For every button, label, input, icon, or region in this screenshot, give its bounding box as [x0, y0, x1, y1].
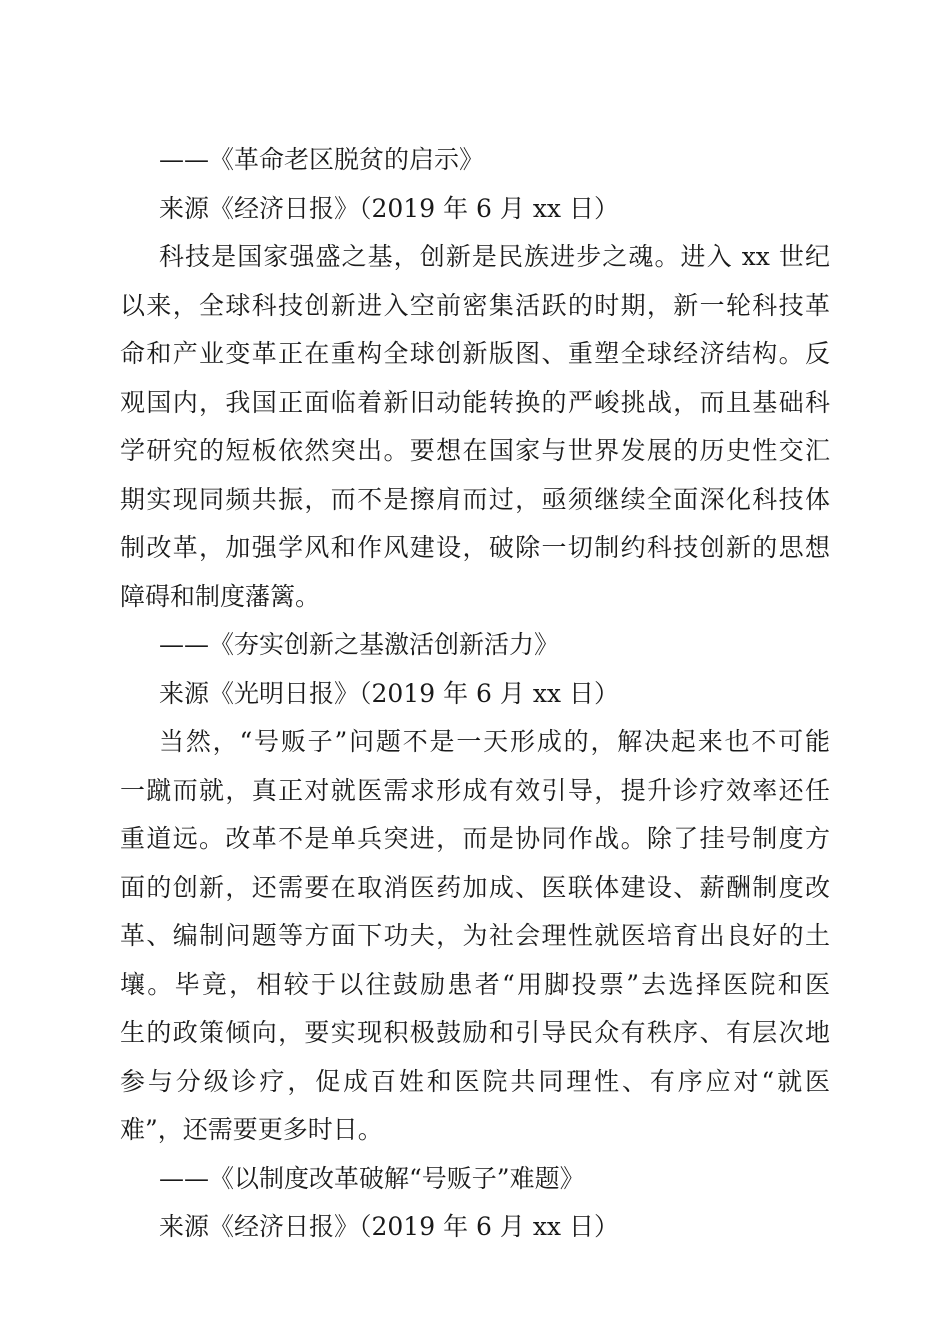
paragraph-line: 革、编制问题等方面下功夫，为社会理性就医培育出良好的土: [120, 921, 830, 950]
citation-title: ——《以制度改革破解“号贩子”难题》: [159, 1163, 585, 1193]
citation-title: ——《夯实创新之基激活创新活力》: [159, 630, 560, 659]
citation-block: [120, 621, 830, 718]
paragraph-line: 以来，全球科技创新进入空前密集活跃的时期，新一轮科技革: [120, 290, 830, 320]
paragraph-line: 制改革，加强学风和作风建设，破除一切制约科技创新的思想: [120, 533, 830, 562]
paragraph-line: 生的政策倾向，要实现积极鼓励和引导民众有秩序、有层次地: [120, 1018, 830, 1047]
paragraph-line: 障碍和制度藩篱。: [120, 581, 321, 611]
citation-source: 来源《经济日报》（2019 年 6 月 xx 日）: [159, 193, 619, 223]
paragraph-line: 观国内，我国正面临着新旧动能转换的严峻挑战，而且基础科: [120, 387, 830, 417]
paragraph-line: 面的创新，还需要在取消医药加成、医联体建设、薪酬制度改: [120, 872, 830, 902]
citation-block: [120, 1155, 830, 1252]
paragraph-line: 参与分级诊疗，促成百姓和医院共同理性、有序应对“就医: [120, 1066, 830, 1096]
paragraph-line: 难”，还需要更多时日。: [120, 1115, 383, 1144]
paragraph-line: 壤。毕竟，相较于以往鼓励患者“用脚投票”去选择医院和医: [120, 969, 830, 999]
document-body: [120, 136, 830, 1252]
paragraph: [120, 233, 830, 621]
paragraph-line: 重道远。改革不是单兵突进，而是协同作战。除了挂号制度方: [120, 824, 830, 853]
citation-block: [120, 136, 830, 233]
paragraph: [120, 718, 830, 1155]
citation-source: 来源《光明日报》（2019 年 6 月 xx 日）: [159, 678, 619, 708]
paragraph-line: 学研究的短板依然突出。要想在国家与世界发展的历史性交汇: [120, 436, 830, 465]
citation-title: ——《革命老区脱贫的启示》: [159, 145, 485, 174]
paragraph-line: 期实现同频共振，而不是擦肩而过，亟须继续全面深化科技体: [120, 484, 830, 514]
paragraph-line: 当然，“号贩子”问题不是一天形成的，解决起来也不可能: [159, 727, 830, 756]
citation-source: 来源《经济日报》（2019 年 6 月 xx 日）: [159, 1212, 619, 1241]
paragraph-line: 科技是国家强盛之基，创新是民族进步之魂。进入 xx 世纪: [159, 242, 830, 271]
paragraph-line: 一蹴而就，真正对就医需求形成有效引导，提升诊疗效率还任: [120, 775, 830, 805]
paragraph-line: 命和产业变革正在重构全球创新版图、重塑全球经济结构。反: [120, 339, 830, 368]
